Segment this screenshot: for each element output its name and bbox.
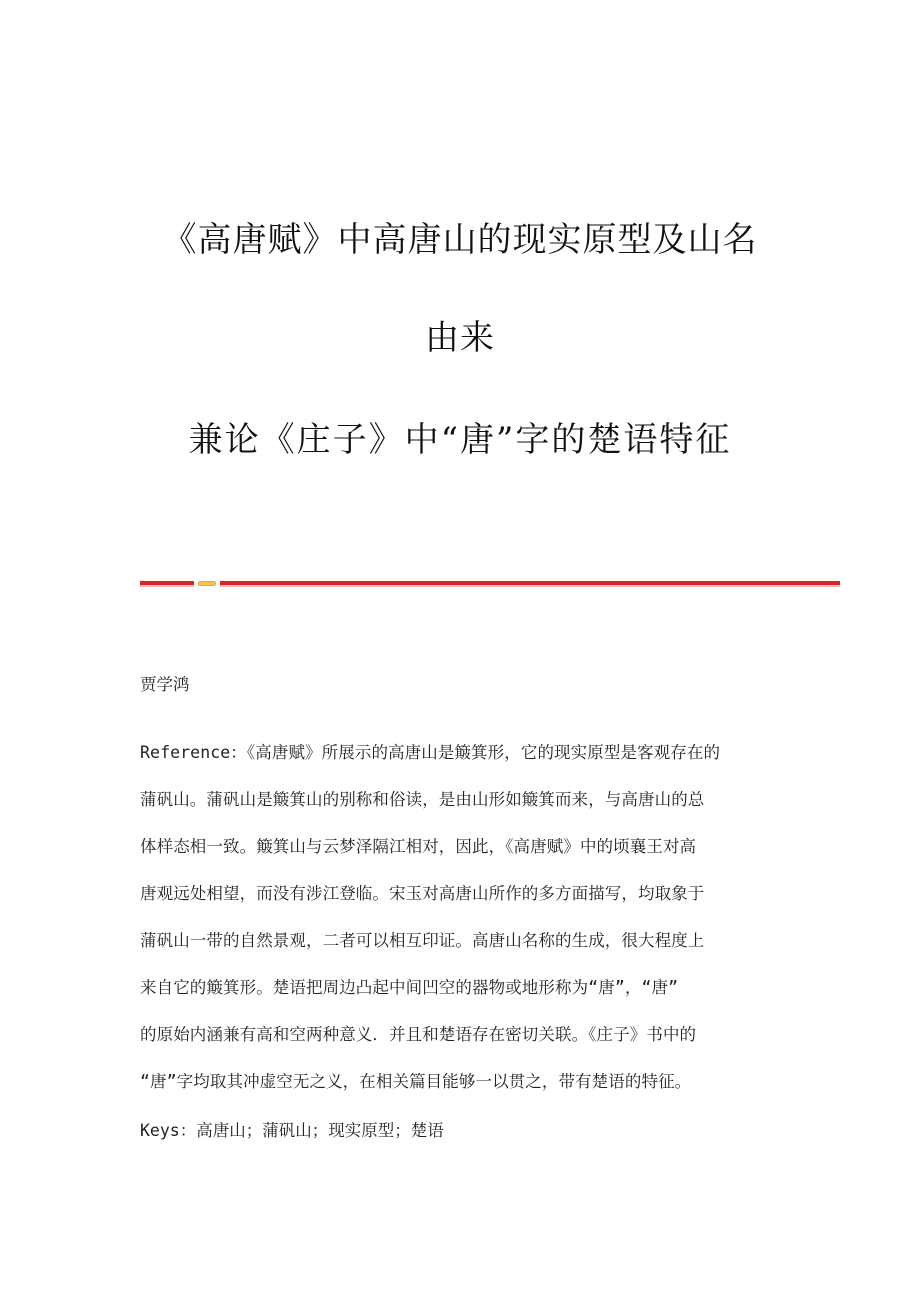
divider-shadow <box>140 585 840 587</box>
title-divider <box>140 581 840 589</box>
author-name: 贾学鸿 <box>140 675 190 694</box>
title-line-2: 由来 <box>425 318 495 358</box>
abstract-line: 体样态相一致。簸箕山与云梦泽隔江相对，因此，《高唐赋》中的顷襄王对高 <box>140 837 697 856</box>
abstract-line: 的原始内涵兼有高和空两种意义．并且和楚语存在密切关联。《庄子》书中的 <box>140 1025 697 1044</box>
subtitle: 兼论《庄子》中“唐”字的楚语特征 <box>188 420 732 460</box>
abstract-line: Reference：《高唐赋》所展示的高唐山是簸箕形，它的现实原型是客观存在的 <box>140 743 721 762</box>
abstract-line: 蒲矾山。蒲矾山是簸箕山的别称和俗读，是由山形如簸箕而来，与高唐山的总 <box>140 790 705 809</box>
divider-ornament-icon <box>194 579 220 588</box>
abstract-line: 来自它的簸箕形。楚语把周边凸起中间凹空的器物或地形称为“唐”，“唐” <box>140 978 679 997</box>
abstract <box>140 729 800 1105</box>
abstract-line: 唐观远处相望，而没有涉江登临。宋玉对高唐山所作的多方面描写，均取象于 <box>140 884 705 903</box>
title-line-1: 《高唐赋》中高唐山的现实原型及山名 <box>162 220 758 260</box>
keywords: Keys：高唐山；蒲矾山；现实原型；楚语 <box>140 1121 444 1140</box>
abstract-line: 蒲矾山一带的自然景观，二者可以相互印证。高唐山名称的生成，很大程度上 <box>140 931 705 950</box>
abstract-line: “唐”字均取其冲虚空无之义，在相关篇目能够一以贯之，带有楚语的特征。 <box>140 1072 692 1091</box>
